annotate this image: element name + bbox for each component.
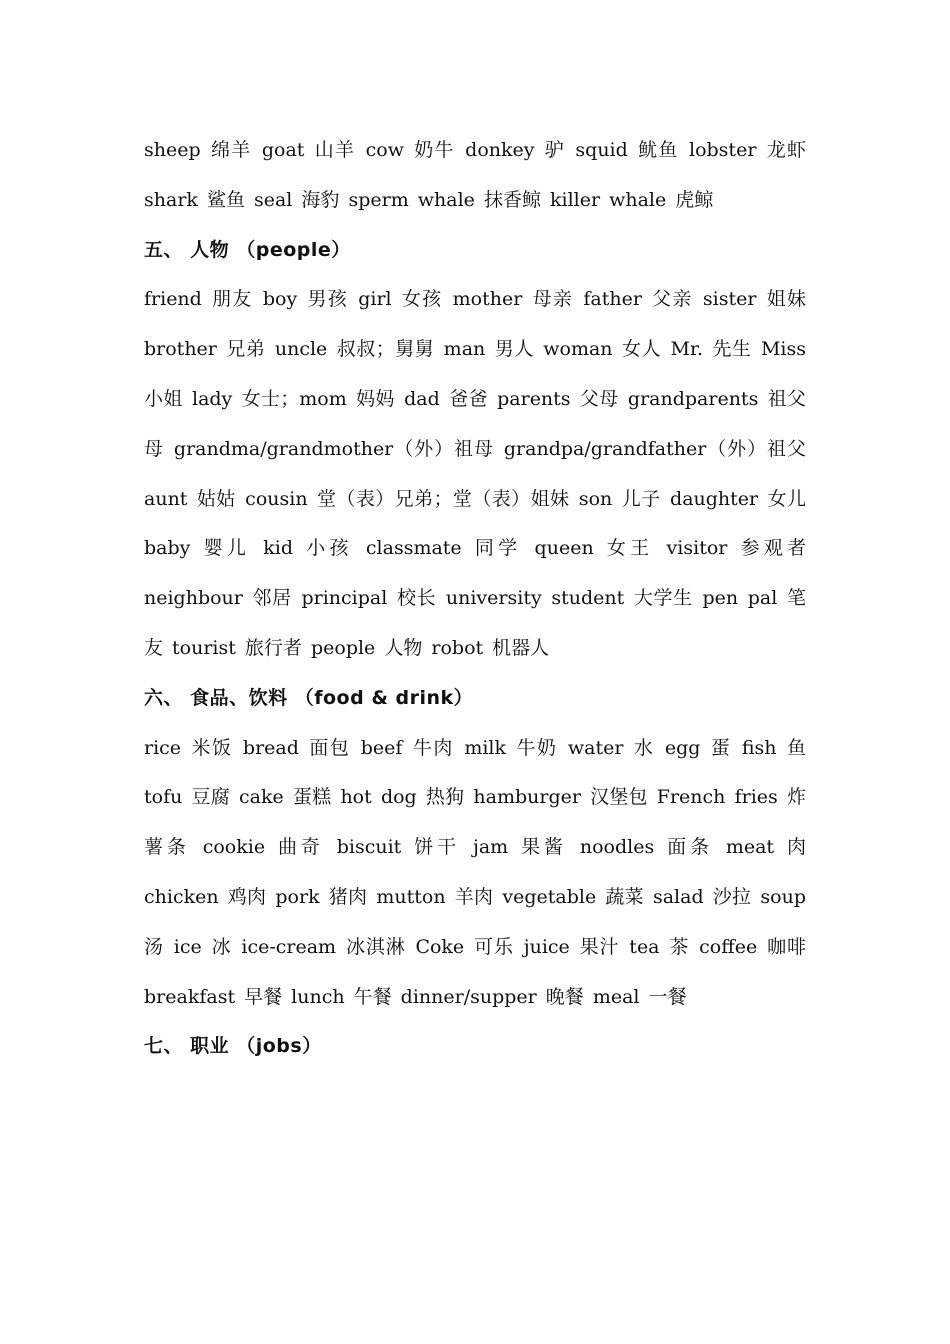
section-heading-people: 五、 人物 （people） [144, 238, 351, 261]
people-vocabulary-paragraph: friend 朋友 boy 男孩 girl 女孩 mother 母亲 father 父亲 sister 姐妹 brother 兄弟 uncle 叔叔；舅舅 man 男人 woman 女人 Mr. 先生 Miss 小姐 lady 女士；mom 妈妈 dad 爸爸 parents 父母 grandparents 祖父母 grandma/grandmother（外）祖母 grandpa/grandfather（外）祖父 aunt 姑姑 cousin 堂（表）兄弟；堂（表）姐妹 son 儿子 daughter 女儿 baby 婴儿 kid 小孩 classmate 同学 queen 女王 visitor 参观者 neighbour 邻居 principal 校长 university student 大学生 pen pal 笔友 tourist 旅行者 people 人物 robot 机器人 [144, 288, 806, 659]
section-heading-food-drink: 六、 食品、饮料 （food & drink） [144, 686, 474, 709]
vocabulary-list [144, 126, 806, 1072]
food-drink-vocabulary-paragraph: rice 米饭 bread 面包 beef 牛肉 milk 牛奶 water 水 egg 蛋 fish 鱼 tofu 豆腐 cake 蛋糕 hot dog 热狗 hamburger 汉堡包 French fries 炸薯条 cookie 曲奇 biscuit 饼干 jam 果酱 noodles 面条 meat 肉 chicken 鸡肉 pork 猪肉 mutton 羊肉 vegetable 蔬菜 salad 沙拉 soup 汤 ice 冰 ice-cream 冰淇淋 Coke 可乐 juice 果汁 tea 茶 coffee 咖啡 breakfast 早餐 lunch 午餐 dinner/supper 晚餐 meal 一餐 [144, 736, 806, 1008]
section-heading-jobs: 七、 职业 （jobs） [144, 1035, 322, 1058]
animal-vocabulary-paragraph: sheep 绵羊 goat 山羊 cow 奶牛 donkey 驴 squid 鱿鱼 lobster 龙虾 shark 鲨鱼 seal 海豹 sperm whale 抹香鲸 killer whale 虎鲸 [144, 139, 806, 211]
